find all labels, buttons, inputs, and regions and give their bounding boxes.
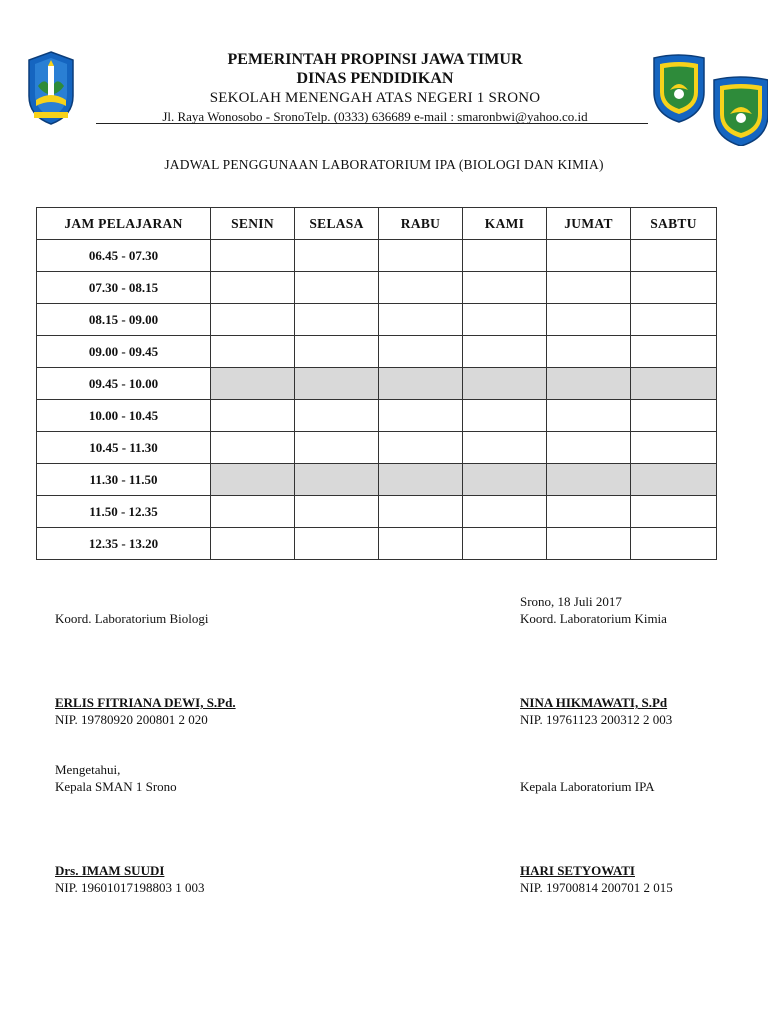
schedule-cell	[547, 368, 631, 400]
letterhead-department: DINAS PENDIDIKAN	[296, 70, 454, 87]
schedule-cell	[379, 528, 463, 560]
column-header: SABTU	[631, 208, 717, 240]
schedule-cell	[547, 336, 631, 368]
schedule-cell	[211, 432, 295, 464]
signature-name: Drs. IMAM SUUDI	[55, 863, 165, 878]
schedule-cell	[547, 496, 631, 528]
schedule-cell	[379, 304, 463, 336]
schedule-cell	[631, 304, 717, 336]
time-slot-cell: 11.50 - 12.35	[37, 496, 211, 528]
schedule-cell	[211, 240, 295, 272]
letterhead-divider	[96, 123, 648, 124]
schedule-cell	[211, 272, 295, 304]
signature-name-kepala-lab	[520, 862, 673, 896]
signature-role: Koord. Laboratorium Kimia	[520, 611, 667, 626]
table-row	[37, 432, 717, 464]
schedule-cell	[631, 432, 717, 464]
table-header-row	[37, 208, 717, 240]
schedule-cell	[547, 400, 631, 432]
schedule-cell	[631, 336, 717, 368]
signature-name-kimia	[520, 694, 672, 728]
signature-role: Kepala Laboratorium IPA	[520, 779, 655, 794]
time-slot-cell: 08.15 - 09.00	[37, 304, 211, 336]
schedule-table	[36, 207, 717, 560]
schedule-cell	[379, 496, 463, 528]
schedule-cell	[463, 304, 547, 336]
schedule-cell	[295, 272, 379, 304]
letterhead-government: PEMERINTAH PROPINSI JAWA TIMUR	[227, 51, 523, 68]
schedule-cell	[379, 272, 463, 304]
document-title: JADWAL PENGGUNAAN LABORATORIUM IPA (BIOLOGI DAN KIMIA)	[164, 157, 604, 172]
table-row	[37, 336, 717, 368]
schedule-cell	[295, 304, 379, 336]
time-slot-cell: 09.45 - 10.00	[37, 368, 211, 400]
schedule-cell	[463, 368, 547, 400]
signature-name: NINA HIKMAWATI, S.Pd	[520, 695, 668, 710]
schedule-cell	[379, 240, 463, 272]
signature-name: ERLIS FITRIANA DEWI, S.Pd.	[55, 695, 236, 710]
signature-name-biologi	[55, 694, 236, 728]
schedule-cell	[211, 368, 295, 400]
schedule-cell	[631, 240, 717, 272]
column-header: JUMAT	[547, 208, 631, 240]
schedule-cell	[463, 272, 547, 304]
time-slot-cell: 10.00 - 10.45	[37, 400, 211, 432]
table-row	[37, 304, 717, 336]
signature-nip: NIP. 19700814 200701 2 015	[520, 880, 673, 895]
schedule-cell	[463, 496, 547, 528]
schedule-cell	[379, 432, 463, 464]
schedule-cell	[379, 464, 463, 496]
table-row	[37, 496, 717, 528]
schedule-cell	[547, 528, 631, 560]
table-row	[37, 400, 717, 432]
schedule-cell	[631, 400, 717, 432]
signature-place-date: Srono, 18 Juli 2017	[520, 594, 622, 609]
signature-role: Koord. Laboratorium Biologi	[55, 611, 209, 626]
schedule-cell	[295, 464, 379, 496]
table-row	[37, 272, 717, 304]
school-emblem-icon	[650, 52, 768, 146]
schedule-cell	[211, 336, 295, 368]
column-header: SENIN	[211, 208, 295, 240]
schedule-cell	[463, 528, 547, 560]
signature-name-kepala-sekolah	[55, 862, 205, 896]
schedule-cell	[295, 496, 379, 528]
signature-nip: NIP. 19601017198803 1 003	[55, 880, 205, 895]
schedule-cell	[547, 304, 631, 336]
schedule-cell	[211, 496, 295, 528]
signature-nip: NIP. 19780920 200801 2 020	[55, 712, 208, 727]
schedule-cell	[379, 400, 463, 432]
schedule-cell	[211, 400, 295, 432]
schedule-cell	[379, 336, 463, 368]
schedule-cell	[631, 464, 717, 496]
signature-role: Kepala SMAN 1 Srono	[55, 779, 177, 794]
table-row	[37, 464, 717, 496]
signature-prefix: Mengetahui,	[55, 762, 121, 777]
schedule-cell	[463, 464, 547, 496]
time-slot-cell: 09.00 - 09.45	[37, 336, 211, 368]
schedule-cell	[211, 464, 295, 496]
schedule-cell	[295, 432, 379, 464]
signature-block-kimia	[520, 610, 667, 627]
table-row	[37, 368, 717, 400]
signature-block-kepala-lab	[520, 778, 655, 795]
signature-nip: NIP. 19761123 200312 2 003	[520, 712, 673, 727]
letterhead-school: SEKOLAH MENENGAH ATAS NEGERI 1 SRONO	[209, 90, 541, 106]
schedule-cell	[295, 240, 379, 272]
schedule-cell	[463, 432, 547, 464]
schedule-cell	[295, 400, 379, 432]
schedule-cell	[463, 336, 547, 368]
column-header: KAMI	[463, 208, 547, 240]
schedule-cell	[463, 240, 547, 272]
schedule-cell	[295, 528, 379, 560]
table-row	[37, 528, 717, 560]
schedule-cell	[547, 240, 631, 272]
column-header: SELASA	[295, 208, 379, 240]
time-slot-cell: 11.30 - 11.50	[37, 464, 211, 496]
table-row	[37, 240, 717, 272]
signature-block-biologi	[55, 610, 208, 627]
schedule-cell	[631, 368, 717, 400]
schedule-cell	[547, 432, 631, 464]
schedule-cell	[379, 368, 463, 400]
time-slot-cell: 06.45 - 07.30	[37, 240, 211, 272]
schedule-cell	[295, 368, 379, 400]
schedule-cell	[631, 496, 717, 528]
letterhead-address: Jl. Raya Wonosobo - SronoTelp. (0333) 636689 e-mail : smaronbwi@yahoo.co.id	[162, 109, 588, 124]
schedule-cell	[547, 272, 631, 304]
column-header: RABU	[379, 208, 463, 240]
column-header: JAM PELAJARAN	[37, 208, 211, 240]
schedule-cell	[547, 464, 631, 496]
signature-block-kepala-sekolah	[55, 761, 177, 795]
letterhead	[100, 50, 650, 125]
time-slot-cell: 10.45 - 11.30	[37, 432, 211, 464]
schedule-cell	[463, 400, 547, 432]
schedule-cell	[211, 528, 295, 560]
province-emblem-icon	[26, 50, 76, 126]
schedule-cell	[631, 272, 717, 304]
schedule-cell	[631, 528, 717, 560]
time-slot-cell: 07.30 - 08.15	[37, 272, 211, 304]
schedule-cell	[211, 304, 295, 336]
schedule-cell	[295, 336, 379, 368]
signature-name: HARI SETYOWATI	[520, 863, 635, 878]
time-slot-cell: 12.35 - 13.20	[37, 528, 211, 560]
